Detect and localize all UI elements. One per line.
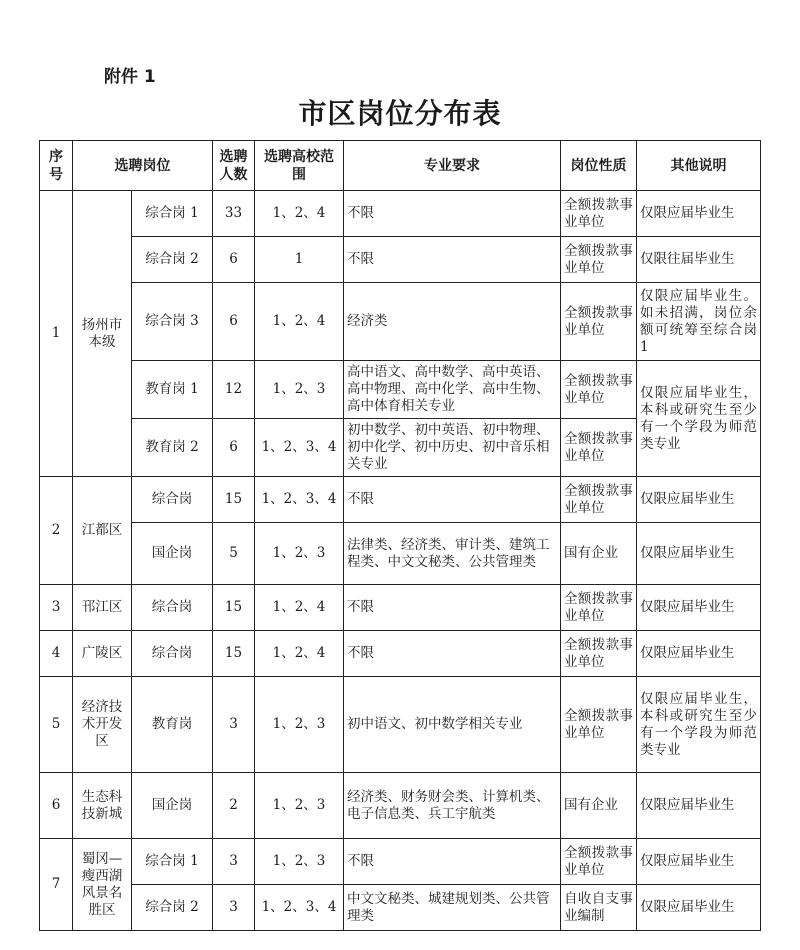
group-region: 江都区 — [73, 477, 132, 585]
major-cell: 不限 — [344, 631, 561, 677]
range-cell: 1、2、3 — [255, 677, 344, 773]
page-title: 市区岗位分布表 — [298, 97, 502, 130]
group-region: 蜀冈—瘦西湖风景名胜区 — [73, 839, 132, 931]
group-region: 扬州市本级 — [73, 191, 132, 477]
group-no: 2 — [40, 477, 73, 585]
range-cell: 1、2、3、4 — [255, 419, 344, 477]
range-cell: 1、2、4 — [255, 191, 344, 237]
post-cell: 综合岗 2 — [132, 885, 213, 931]
table-row — [40, 839, 761, 885]
nature-cell: 全额拨款事业单位 — [561, 361, 637, 419]
post-cell: 综合岗 2 — [132, 237, 213, 283]
header-count: 选聘人数 — [213, 141, 255, 191]
major-cell: 中文文秘类、城建规划类、公共管理类 — [344, 885, 561, 931]
group-region: 邗江区 — [73, 585, 132, 631]
count-cell: 15 — [213, 631, 255, 677]
note-cell: 仅限应届毕业生 — [637, 773, 761, 839]
range-cell: 1、2、3 — [255, 361, 344, 419]
group-region: 广陵区 — [73, 631, 132, 677]
count-cell: 5 — [213, 523, 255, 585]
count-cell: 2 — [213, 773, 255, 839]
major-cell: 初中语文、初中数学相关专业 — [344, 677, 561, 773]
count-cell: 3 — [213, 677, 255, 773]
nature-cell: 全额拨款事业单位 — [561, 237, 637, 283]
note-cell: 仅限应届毕业生，本科或研究生至少有一个学段为师范类专业 — [637, 677, 761, 773]
header-nature: 岗位性质 — [561, 141, 637, 191]
note-cell: 仅限应届毕业生 — [637, 839, 761, 885]
table-row — [40, 773, 761, 839]
header-row — [40, 141, 761, 191]
table-row — [40, 885, 761, 931]
range-cell: 1、2、3 — [255, 773, 344, 839]
count-cell: 6 — [213, 419, 255, 477]
note-cell: 仅限应届毕业生 — [637, 585, 761, 631]
table-row — [40, 523, 761, 585]
major-cell: 经济类 — [344, 283, 561, 361]
group-no: 4 — [40, 631, 73, 677]
post-cell: 综合岗 — [132, 631, 213, 677]
post-cell: 教育岗 — [132, 677, 213, 773]
count-cell: 3 — [213, 839, 255, 885]
table-row — [40, 191, 761, 237]
major-cell: 法律类、经济类、审计类、建筑工程类、中文文秘类、公共管理类 — [344, 523, 561, 585]
nature-cell: 全额拨款事业单位 — [561, 477, 637, 523]
table-row — [40, 237, 761, 283]
note-cell: 仅限应届毕业生，本科或研究生至少有一个学段为师范类专业 — [637, 361, 761, 477]
range-cell: 1、2、3、4 — [255, 885, 344, 931]
table-row — [40, 631, 761, 677]
major-cell: 不限 — [344, 477, 561, 523]
annex-label: 附件 1 — [104, 67, 156, 87]
nature-cell: 全额拨款事业单位 — [561, 585, 637, 631]
post-cell: 综合岗 1 — [132, 191, 213, 237]
count-cell: 3 — [213, 885, 255, 931]
table-row — [40, 361, 761, 419]
position-table — [39, 140, 761, 931]
count-cell: 15 — [213, 585, 255, 631]
group-region: 经济技术开发区 — [73, 677, 132, 773]
note-cell: 仅限应届毕业生 — [637, 885, 761, 931]
header-no: 序号 — [40, 141, 73, 191]
count-cell: 12 — [213, 361, 255, 419]
range-cell: 1、2、3 — [255, 523, 344, 585]
nature-cell: 全额拨款事业单位 — [561, 677, 637, 773]
major-cell: 初中数学、初中英语、初中物理、初中化学、初中历史、初中音乐相关专业 — [344, 419, 561, 477]
major-cell: 不限 — [344, 585, 561, 631]
major-cell: 不限 — [344, 191, 561, 237]
post-cell: 综合岗 1 — [132, 839, 213, 885]
nature-cell: 全额拨款事业单位 — [561, 283, 637, 361]
note-cell: 仅限往届毕业生 — [637, 237, 761, 283]
post-cell: 综合岗 3 — [132, 283, 213, 361]
major-cell: 经济类、财务财会类、计算机类、电子信息类、兵工宇航类 — [344, 773, 561, 839]
nature-cell: 全额拨款事业单位 — [561, 191, 637, 237]
nature-cell: 全额拨款事业单位 — [561, 419, 637, 477]
table-row — [40, 585, 761, 631]
group-no: 3 — [40, 585, 73, 631]
range-cell: 1、2、3、4 — [255, 477, 344, 523]
post-cell: 国企岗 — [132, 523, 213, 585]
header-range: 选聘高校范围 — [255, 141, 344, 191]
post-cell: 综合岗 — [132, 477, 213, 523]
major-cell: 不限 — [344, 237, 561, 283]
group-no: 5 — [40, 677, 73, 773]
range-cell: 1、2、4 — [255, 631, 344, 677]
post-cell: 综合岗 — [132, 585, 213, 631]
note-cell: 仅限应届毕业生 — [637, 191, 761, 237]
post-cell: 教育岗 1 — [132, 361, 213, 419]
nature-cell: 自收自支事业编制 — [561, 885, 637, 931]
major-cell: 高中语文、高中数学、高中英语、高中物理、高中化学、高中生物、高中体育相关专业 — [344, 361, 561, 419]
group-no: 6 — [40, 773, 73, 839]
nature-cell: 全额拨款事业单位 — [561, 839, 637, 885]
major-cell: 不限 — [344, 839, 561, 885]
note-cell: 仅限应届毕业生。如未招满，岗位余额可统筹至综合岗 1 — [637, 283, 761, 361]
nature-cell: 国有企业 — [561, 773, 637, 839]
table-row — [40, 477, 761, 523]
header-notes: 其他说明 — [637, 141, 761, 191]
group-no: 7 — [40, 839, 73, 931]
count-cell: 15 — [213, 477, 255, 523]
post-cell: 教育岗 2 — [132, 419, 213, 477]
nature-cell: 国有企业 — [561, 523, 637, 585]
note-cell: 仅限应届毕业生 — [637, 477, 761, 523]
nature-cell: 全额拨款事业单位 — [561, 631, 637, 677]
group-region: 生态科技新城 — [73, 773, 132, 839]
table-row — [40, 283, 761, 361]
range-cell: 1 — [255, 237, 344, 283]
table-row — [40, 677, 761, 773]
range-cell: 1、2、4 — [255, 585, 344, 631]
count-cell: 33 — [213, 191, 255, 237]
post-cell: 国企岗 — [132, 773, 213, 839]
header-post: 选聘岗位 — [73, 141, 213, 191]
range-cell: 1、2、3 — [255, 839, 344, 885]
note-cell: 仅限应届毕业生 — [637, 523, 761, 585]
header-major: 专业要求 — [344, 141, 561, 191]
count-cell: 6 — [213, 283, 255, 361]
count-cell: 6 — [213, 237, 255, 283]
range-cell: 1、2、4 — [255, 283, 344, 361]
group-no: 1 — [40, 191, 73, 477]
note-cell: 仅限应届毕业生 — [637, 631, 761, 677]
